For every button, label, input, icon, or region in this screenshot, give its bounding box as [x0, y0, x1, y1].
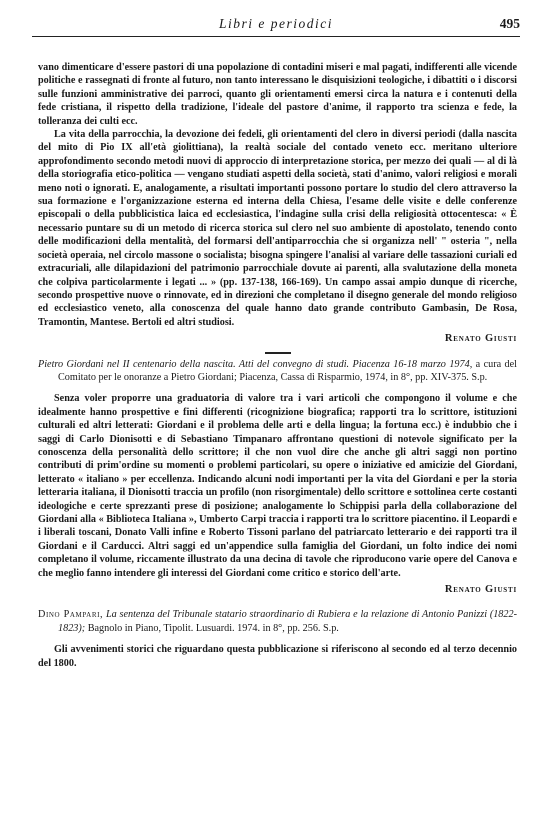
- review-1-signature: Renato Giusti: [444, 333, 517, 345]
- review-2-book-title: Pietro Giordani nel II centenario della nascita. Atti del convegno di studi. Piacenza 16-18 marzo 1974,: [38, 358, 473, 370]
- running-title: Libri e periodici: [219, 16, 333, 31]
- review-2-signature: Renato Giusti: [444, 584, 517, 596]
- review-2-publication-details: a cura del Comitato per le onoranze a Pietro Giordani; Piacenza, Cassa di Risparmio, 1974, in 8°, pp. XIV-375. S.p.: [58, 358, 517, 383]
- review-3-citation: [38, 608, 517, 635]
- page-body: [38, 61, 517, 670]
- page-header: [32, 14, 520, 37]
- review-2-citation: [38, 358, 517, 385]
- review-2-paragraph-1: Senza voler proporre una graduatoria di valore tra i vari articoli che compongono il volume e che idealmente hanno prospettive e fini differenti (ricognizione biografica; rapporti tra lo scrittore, istituzioni culturali ed altri letterati: Giordani e il problema delle arti e della lingua; la fortuna ecc.) è indubbio che i saggi di Carlo Dionisotti e di Sebastiano Timpanaro affrontano questioni di notevole significato per la conoscenza della personalità dello scrittore; il che non vuol dire che anche gli altri saggi non portino contributi di prim'ordine su momenti o problemi particolari, su opere o iniziative ed amicizie del Giordani, letterato « italiano » per eccellenza. Indicando alcuni nodi importanti per la vita del Giordani e per la storia letteraria italiana, il Dionisotti traccia un profilo (non risorgimentale) dello scrittore e sottolinea certe costanti ideologiche e certe sprezzanti prese di posizione; analogamente lo Schippisi parla della collaborazione del Giordani alla « Biblioteca Italiana », Umberto Carpi traccia i rapporti tra lo scrittore piacentino. il Leopardi e i liberali toscani, Donato Valli infine e Roberto Tissoni parlano del patriarcato letterario e dei rapporti tra il Giordani e il Carducci. Altri saggi ed un'appendice sulla famiglia del Giordani, un folto indice dei nomi completano il volume, riccamente illustrato da una decina di tavole che riproducono varie opere del Canova e che meglio fanno intendere gli interessi del Giordani come critico e storico dell'arte.: [38, 393, 517, 579]
- review-3-author: Dino Pampari,: [38, 609, 104, 621]
- page-number: 495: [499, 16, 520, 31]
- review-3-book-title: La sentenza del Tribunale statario straordinario di Rubiera e la relazione di Antonio Panizzi (1822-1823);: [58, 609, 517, 634]
- review-1-paragraph-1: vano dimenticare d'essere pastori di una popolazione di contadini miseri e mal pagati, indifferenti alle vicende politiche e rassegnati di fronte al futuro, non tanto interessano le disquisizioni teologiche, i dibattiti o i discorsi sulle funzioni amministrative dei parroci, quanto gli orientamenti emersi circa la natura e i contenuti della fede cristiana, il rispetto della tradizione, l'ideale del pastore d'anime, il rapporto tra scienza e fede, la tolleranza dei culti ecc.: [38, 62, 517, 127]
- review-3-publication-details: Bagnolo in Piano, Tipolit. Lusuardi. 1974. in 8°, pp. 256. S.p.: [85, 622, 339, 634]
- review-separator: [265, 352, 291, 354]
- review-3-paragraph-1: Gli avvenimenti storici che riguardano questa pubblicazione si riferiscono al secondo ed al terzo decennio del 1800.: [38, 644, 517, 669]
- review-1-paragraph-2: La vita della parrocchia, la devozione dei fedeli, gli orientamenti del clero in diversi periodi (dalla nascita del mito di Pio IX all'età giolittiana), la realtà sociale del contado veneto ecc. meritano ulteriore approfondimento secondo metodi nuovi di approccio di interpretazione storica, per mezzo dei quali — al di là della storiografia etico-politica — vengano studiati aspetti della società, stati d'animo, valori religiosi e morali meno noti o ignorati. E, analogamente, a risultati importanti possono portare lo studio del clero attraverso la sua formazione e l'organizzazione esterna ed interna della Chiesa, l'esame delle visite e delle conferenze episcopali o della pubblicistica laica ed ecclesiastica, l'indagine sulla crisi della religiosità ottocentesca: « È necessario puntare su di un metodo di ricerca storica sul clero nel suo ambiente di apostolato, tenendo conto delle modificazioni della mentalità, del formarsi dell'antiparrocchia che si organizza nell' " osteria ", nella società operaia, nel circolo massone o socialista; bisogna spingere l'analisi al variare delle tassazioni curiali ed extracuriali, alle dilapidazioni del patrimonio parrocchiale dovute ai parenti, alla svalutazione della moneta che colpiva particolarmente i legati ... » (pp. 137-138, 166-169). Un campo assai ampio dunque di ricerche, secondo prospettive nuove o rinnovate, ed in direzioni che completano il disegno generale del mondo religioso ed ecclesiastico veneto, alla conoscenza del quale hanno dato grande contributo Gambasin, De Rosa, Tramontin, Mantese. Bertoli ed altri studiosi.: [38, 129, 517, 328]
